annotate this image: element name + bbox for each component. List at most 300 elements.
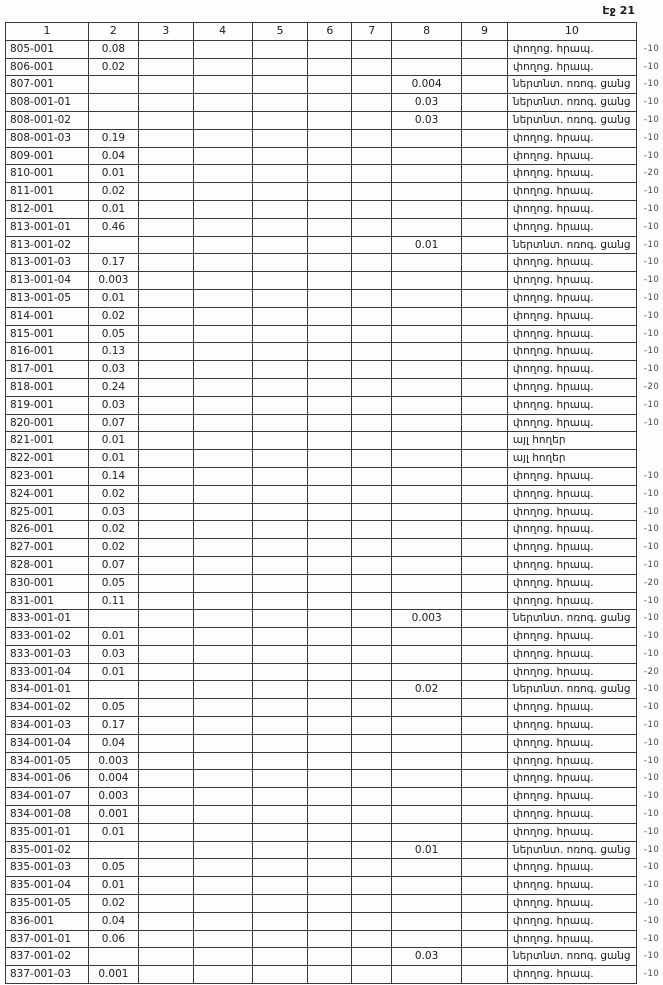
cell-col-9 — [462, 414, 508, 432]
cell-col-4 — [193, 930, 252, 948]
cell-col-5 — [252, 450, 308, 468]
cell-col-3 — [138, 378, 193, 396]
table-row — [6, 645, 663, 663]
cell-col-5 — [252, 343, 308, 361]
cell-col-2: 0.07 — [88, 556, 138, 574]
cell-col-5 — [252, 895, 308, 913]
margin-mark: -10 — [643, 844, 660, 855]
cell-col-1: 833-001-03 — [6, 645, 89, 663]
cell-col-10: փողոց. հրապ. — [507, 966, 636, 984]
table-row — [6, 40, 663, 58]
cell-col-10: փողոց. հրապ. — [507, 895, 636, 913]
cell-col-2: 0.17 — [88, 717, 138, 735]
cell-col-6 — [308, 111, 352, 129]
margin-mark: -10 — [643, 97, 660, 108]
cell-col-3 — [138, 895, 193, 913]
cell-col-9 — [462, 307, 508, 325]
table-row — [6, 806, 663, 824]
cell-col-9 — [462, 948, 508, 966]
cell-col-8 — [392, 58, 462, 76]
table-row — [6, 485, 663, 503]
cell-col-3 — [138, 165, 193, 183]
cell-col-4 — [193, 628, 252, 646]
cell-col-4 — [193, 734, 252, 752]
table-row — [6, 254, 663, 272]
cell-col-1: 828-001 — [6, 556, 89, 574]
cell-col-3 — [138, 717, 193, 735]
cell-col-1: 837-001-01 — [6, 930, 89, 948]
cell-col-4 — [193, 200, 252, 218]
cell-col-2: 0.01 — [88, 823, 138, 841]
cell-col-6 — [308, 450, 352, 468]
column-header-1: 1 — [6, 23, 89, 41]
cell-col-1: 823-001 — [6, 467, 89, 485]
margin-mark — [636, 450, 662, 468]
cell-col-7 — [352, 129, 392, 147]
cell-col-10: ներտնտ. ոռոգ. ցանց — [507, 841, 636, 859]
cell-col-7 — [352, 414, 392, 432]
table-row — [6, 94, 663, 112]
cell-col-10: փողոց. հրապ. — [507, 200, 636, 218]
cell-col-3 — [138, 129, 193, 147]
cell-col-7 — [352, 254, 392, 272]
cell-col-7 — [352, 521, 392, 539]
cell-col-6 — [308, 503, 352, 521]
cell-col-5 — [252, 717, 308, 735]
cell-col-2: 0.01 — [88, 450, 138, 468]
table-row — [6, 218, 663, 236]
margin-mark: -10 — [643, 737, 660, 748]
cell-col-8 — [392, 432, 462, 450]
cell-col-7 — [352, 94, 392, 112]
cell-col-10: փողոց. հրապ. — [507, 183, 636, 201]
cell-col-6 — [308, 930, 352, 948]
cell-col-7 — [352, 574, 392, 592]
cell-col-7 — [352, 752, 392, 770]
table-row — [6, 930, 663, 948]
cell-col-8 — [392, 806, 462, 824]
cell-col-10: փողոց. հրապ. — [507, 823, 636, 841]
cell-col-6 — [308, 752, 352, 770]
margin-mark — [636, 432, 662, 450]
cell-col-7 — [352, 289, 392, 307]
cell-col-6 — [308, 432, 352, 450]
cell-col-6 — [308, 165, 352, 183]
cell-col-8: 0.004 — [392, 76, 462, 94]
cell-col-6 — [308, 770, 352, 788]
cell-col-8 — [392, 966, 462, 984]
cell-col-9 — [462, 574, 508, 592]
cell-col-2: 0.17 — [88, 254, 138, 272]
cell-col-10: փողոց. հրապ. — [507, 325, 636, 343]
table-row — [6, 183, 663, 201]
cell-col-10: փողոց. հրապ. — [507, 147, 636, 165]
cell-col-5 — [252, 467, 308, 485]
cell-col-2: 0.02 — [88, 58, 138, 76]
cell-col-2: 0.13 — [88, 343, 138, 361]
cell-col-9 — [462, 361, 508, 379]
cell-col-2: 0.03 — [88, 396, 138, 414]
cell-col-1: 811-001 — [6, 183, 89, 201]
cell-col-6 — [308, 556, 352, 574]
cell-col-7 — [352, 325, 392, 343]
cell-col-2: 0.05 — [88, 699, 138, 717]
cell-col-1: 834-001-06 — [6, 770, 89, 788]
cell-col-1: 834-001-07 — [6, 788, 89, 806]
cell-col-9 — [462, 503, 508, 521]
cell-col-5 — [252, 645, 308, 663]
cell-col-7 — [352, 681, 392, 699]
margin-mark: -10 — [643, 150, 660, 161]
cell-col-9 — [462, 147, 508, 165]
cell-col-4 — [193, 467, 252, 485]
cell-col-1: 834-001-02 — [6, 699, 89, 717]
cell-col-6 — [308, 877, 352, 895]
cell-col-7 — [352, 645, 392, 663]
cell-col-10: ներտնտ. ոռոգ. ցանց — [507, 111, 636, 129]
column-header-7: 7 — [352, 23, 392, 41]
cell-col-1: 834-001-04 — [6, 734, 89, 752]
cell-col-4 — [193, 752, 252, 770]
cell-col-8 — [392, 343, 462, 361]
cell-col-1: 837-001-02 — [6, 948, 89, 966]
cell-col-9 — [462, 628, 508, 646]
cell-col-5 — [252, 165, 308, 183]
cell-col-3 — [138, 663, 193, 681]
cell-col-6 — [308, 307, 352, 325]
cell-col-4 — [193, 770, 252, 788]
table-row — [6, 752, 663, 770]
cell-col-1: 837-001-03 — [6, 966, 89, 984]
table-row — [6, 681, 663, 699]
cell-col-6 — [308, 254, 352, 272]
cell-col-8 — [392, 752, 462, 770]
column-header-6: 6 — [308, 23, 352, 41]
cell-col-5 — [252, 966, 308, 984]
cell-col-1: 810-001 — [6, 165, 89, 183]
cell-col-9 — [462, 663, 508, 681]
cell-col-10: այլ հողեր — [507, 432, 636, 450]
cell-col-2: 0.01 — [88, 289, 138, 307]
cell-col-7 — [352, 734, 392, 752]
cell-col-4 — [193, 574, 252, 592]
cell-col-3 — [138, 183, 193, 201]
cell-col-4 — [193, 859, 252, 877]
cell-col-6 — [308, 574, 352, 592]
table-row — [6, 734, 663, 752]
cell-col-3 — [138, 966, 193, 984]
cell-col-10: այլ հողեր — [507, 450, 636, 468]
table-row — [6, 111, 663, 129]
cell-col-1: 820-001 — [6, 414, 89, 432]
cell-col-6 — [308, 717, 352, 735]
cell-col-9 — [462, 289, 508, 307]
cell-col-8 — [392, 485, 462, 503]
cell-col-3 — [138, 806, 193, 824]
cell-col-4 — [193, 432, 252, 450]
cell-col-1: 821-001 — [6, 432, 89, 450]
cell-col-3 — [138, 94, 193, 112]
cell-col-2: 0.14 — [88, 467, 138, 485]
cell-col-9 — [462, 877, 508, 895]
table-row — [6, 450, 663, 468]
cell-col-8 — [392, 877, 462, 895]
margin-mark: -10 — [643, 364, 660, 375]
cell-col-3 — [138, 948, 193, 966]
cell-col-4 — [193, 325, 252, 343]
cell-col-2: 0.03 — [88, 645, 138, 663]
cell-col-3 — [138, 147, 193, 165]
table-row — [6, 895, 663, 913]
cell-col-6 — [308, 272, 352, 290]
margin-mark: -10 — [643, 524, 660, 535]
cell-col-4 — [193, 948, 252, 966]
cell-col-7 — [352, 628, 392, 646]
cell-col-6 — [308, 734, 352, 752]
cell-col-10: փողոց. հրապ. — [507, 254, 636, 272]
cell-col-5 — [252, 40, 308, 58]
cell-col-9 — [462, 788, 508, 806]
cell-col-8 — [392, 556, 462, 574]
cell-col-5 — [252, 147, 308, 165]
cell-col-3 — [138, 361, 193, 379]
cell-col-10: փողոց. հրապ. — [507, 289, 636, 307]
cell-col-9 — [462, 396, 508, 414]
margin-mark: -10 — [643, 257, 660, 268]
cell-col-7 — [352, 841, 392, 859]
cell-col-7 — [352, 610, 392, 628]
cell-col-8 — [392, 307, 462, 325]
cell-col-7 — [352, 823, 392, 841]
cell-col-7 — [352, 147, 392, 165]
cell-col-1: 806-001 — [6, 58, 89, 76]
margin-mark: -10 — [643, 880, 660, 891]
column-header-2: 2 — [88, 23, 138, 41]
cell-col-1: 835-001-05 — [6, 895, 89, 913]
cell-col-10: ներտնտ. ոռոգ. ցանց — [507, 236, 636, 254]
cell-col-6 — [308, 966, 352, 984]
cell-col-8 — [392, 717, 462, 735]
margin-mark: -10 — [643, 915, 660, 926]
cell-col-10: փողոց. հրապ. — [507, 414, 636, 432]
cell-col-8 — [392, 200, 462, 218]
column-header-5: 5 — [252, 23, 308, 41]
cell-col-8 — [392, 272, 462, 290]
cell-col-9 — [462, 770, 508, 788]
cell-col-4 — [193, 361, 252, 379]
cell-col-3 — [138, 467, 193, 485]
cell-col-3 — [138, 325, 193, 343]
cell-col-10: փողոց. հրապ. — [507, 574, 636, 592]
cell-col-9 — [462, 752, 508, 770]
cell-col-8: 0.03 — [392, 111, 462, 129]
cell-col-8 — [392, 183, 462, 201]
cell-col-4 — [193, 681, 252, 699]
cell-col-3 — [138, 200, 193, 218]
cell-col-2: 0.003 — [88, 272, 138, 290]
cell-col-1: 814-001 — [6, 307, 89, 325]
cadastre-table — [5, 22, 663, 984]
cell-col-1: 807-001 — [6, 76, 89, 94]
cell-col-5 — [252, 254, 308, 272]
cell-col-4 — [193, 165, 252, 183]
margin-mark: -10 — [643, 470, 660, 481]
cell-col-3 — [138, 521, 193, 539]
cell-col-10: փողոց. հրապ. — [507, 307, 636, 325]
margin-mark: -10 — [643, 684, 660, 695]
cell-col-6 — [308, 663, 352, 681]
cell-col-2 — [88, 841, 138, 859]
cell-col-3 — [138, 556, 193, 574]
cell-col-4 — [193, 788, 252, 806]
cell-col-4 — [193, 378, 252, 396]
cell-col-9 — [462, 823, 508, 841]
cell-col-5 — [252, 574, 308, 592]
cell-col-3 — [138, 734, 193, 752]
cell-col-9 — [462, 76, 508, 94]
cell-col-1: 831-001 — [6, 592, 89, 610]
cell-col-7 — [352, 788, 392, 806]
cell-col-2 — [88, 94, 138, 112]
cell-col-9 — [462, 895, 508, 913]
cell-col-3 — [138, 76, 193, 94]
cell-col-10: փողոց. հրապ. — [507, 361, 636, 379]
cell-col-2: 0.04 — [88, 734, 138, 752]
cell-col-6 — [308, 129, 352, 147]
cell-col-8 — [392, 699, 462, 717]
cell-col-4 — [193, 485, 252, 503]
margin-mark: -10 — [643, 648, 660, 659]
cell-col-2: 0.004 — [88, 770, 138, 788]
cell-col-6 — [308, 539, 352, 557]
cell-col-8 — [392, 396, 462, 414]
cell-col-1: 835-001-04 — [6, 877, 89, 895]
margin-mark: -10 — [643, 132, 660, 143]
cell-col-5 — [252, 218, 308, 236]
cell-col-8: 0.003 — [392, 610, 462, 628]
cell-col-9 — [462, 432, 508, 450]
table-row — [6, 236, 663, 254]
cell-col-3 — [138, 539, 193, 557]
cell-col-10: փողոց. հրապ. — [507, 912, 636, 930]
cell-col-1: 826-001 — [6, 521, 89, 539]
margin-mark: -10 — [643, 203, 660, 214]
cell-col-8 — [392, 378, 462, 396]
cell-col-10: փողոց. հրապ. — [507, 877, 636, 895]
cell-col-10: փողոց. հրապ. — [507, 485, 636, 503]
cell-col-4 — [193, 877, 252, 895]
margin-mark: -10 — [643, 631, 660, 642]
table-row — [6, 361, 663, 379]
cell-col-8 — [392, 254, 462, 272]
cell-col-10: փողոց. հրապ. — [507, 521, 636, 539]
cell-col-3 — [138, 218, 193, 236]
margin-mark: -10 — [643, 898, 660, 909]
cell-col-1: 808-001-02 — [6, 111, 89, 129]
cell-col-1: 834-001-05 — [6, 752, 89, 770]
cell-col-1: 808-001-01 — [6, 94, 89, 112]
cell-col-7 — [352, 699, 392, 717]
cell-col-6 — [308, 183, 352, 201]
cell-col-3 — [138, 396, 193, 414]
table-row — [6, 200, 663, 218]
cell-col-9 — [462, 841, 508, 859]
cell-col-7 — [352, 307, 392, 325]
table-row — [6, 414, 663, 432]
column-header-10: 10 — [507, 23, 636, 41]
cell-col-5 — [252, 414, 308, 432]
cell-col-9 — [462, 254, 508, 272]
cell-col-10: փողոց. հրապ. — [507, 343, 636, 361]
cell-col-10: փողոց. հրապ. — [507, 165, 636, 183]
cell-col-4 — [193, 129, 252, 147]
cell-col-5 — [252, 770, 308, 788]
cell-col-1: 813-001-02 — [6, 236, 89, 254]
cell-col-7 — [352, 165, 392, 183]
margin-mark: -10 — [643, 310, 660, 321]
cell-col-9 — [462, 556, 508, 574]
table-row — [6, 663, 663, 681]
margin-mark: -10 — [643, 826, 660, 837]
cell-col-9 — [462, 58, 508, 76]
margin-mark: -10 — [643, 773, 660, 784]
cell-col-8: 0.03 — [392, 948, 462, 966]
cell-col-2 — [88, 111, 138, 129]
table-row — [6, 966, 663, 984]
table-row — [6, 877, 663, 895]
cell-col-1: 833-001-04 — [6, 663, 89, 681]
cell-col-6 — [308, 806, 352, 824]
cell-col-3 — [138, 628, 193, 646]
margin-mark: -20 — [643, 666, 660, 677]
page-number-label: Էջ 21 — [602, 4, 635, 17]
cell-col-8 — [392, 859, 462, 877]
cell-col-6 — [308, 895, 352, 913]
cell-col-7 — [352, 432, 392, 450]
cell-col-7 — [352, 40, 392, 58]
cell-col-5 — [252, 503, 308, 521]
cell-col-3 — [138, 254, 193, 272]
table-row — [6, 556, 663, 574]
cell-col-4 — [193, 183, 252, 201]
cell-col-1: 834-001-03 — [6, 717, 89, 735]
cell-col-8 — [392, 645, 462, 663]
cell-col-2 — [88, 610, 138, 628]
cell-col-7 — [352, 912, 392, 930]
cell-col-7 — [352, 200, 392, 218]
margin-mark: -10 — [643, 791, 660, 802]
cell-col-8: 0.02 — [392, 681, 462, 699]
cell-col-8 — [392, 450, 462, 468]
cell-col-2: 0.02 — [88, 183, 138, 201]
cell-col-9 — [462, 859, 508, 877]
cell-col-8 — [392, 592, 462, 610]
table-row — [6, 823, 663, 841]
cell-col-4 — [193, 272, 252, 290]
cell-col-5 — [252, 859, 308, 877]
cell-col-4 — [193, 521, 252, 539]
cell-col-4 — [193, 592, 252, 610]
cell-col-2: 0.04 — [88, 147, 138, 165]
margin-mark: -10 — [643, 488, 660, 499]
table-row — [6, 325, 663, 343]
cell-col-10: փողոց. հրապ. — [507, 396, 636, 414]
margin-mark: -10 — [643, 702, 660, 713]
margin-mark: -20 — [643, 168, 660, 179]
cell-col-5 — [252, 806, 308, 824]
cell-col-2: 0.001 — [88, 966, 138, 984]
cell-col-9 — [462, 521, 508, 539]
